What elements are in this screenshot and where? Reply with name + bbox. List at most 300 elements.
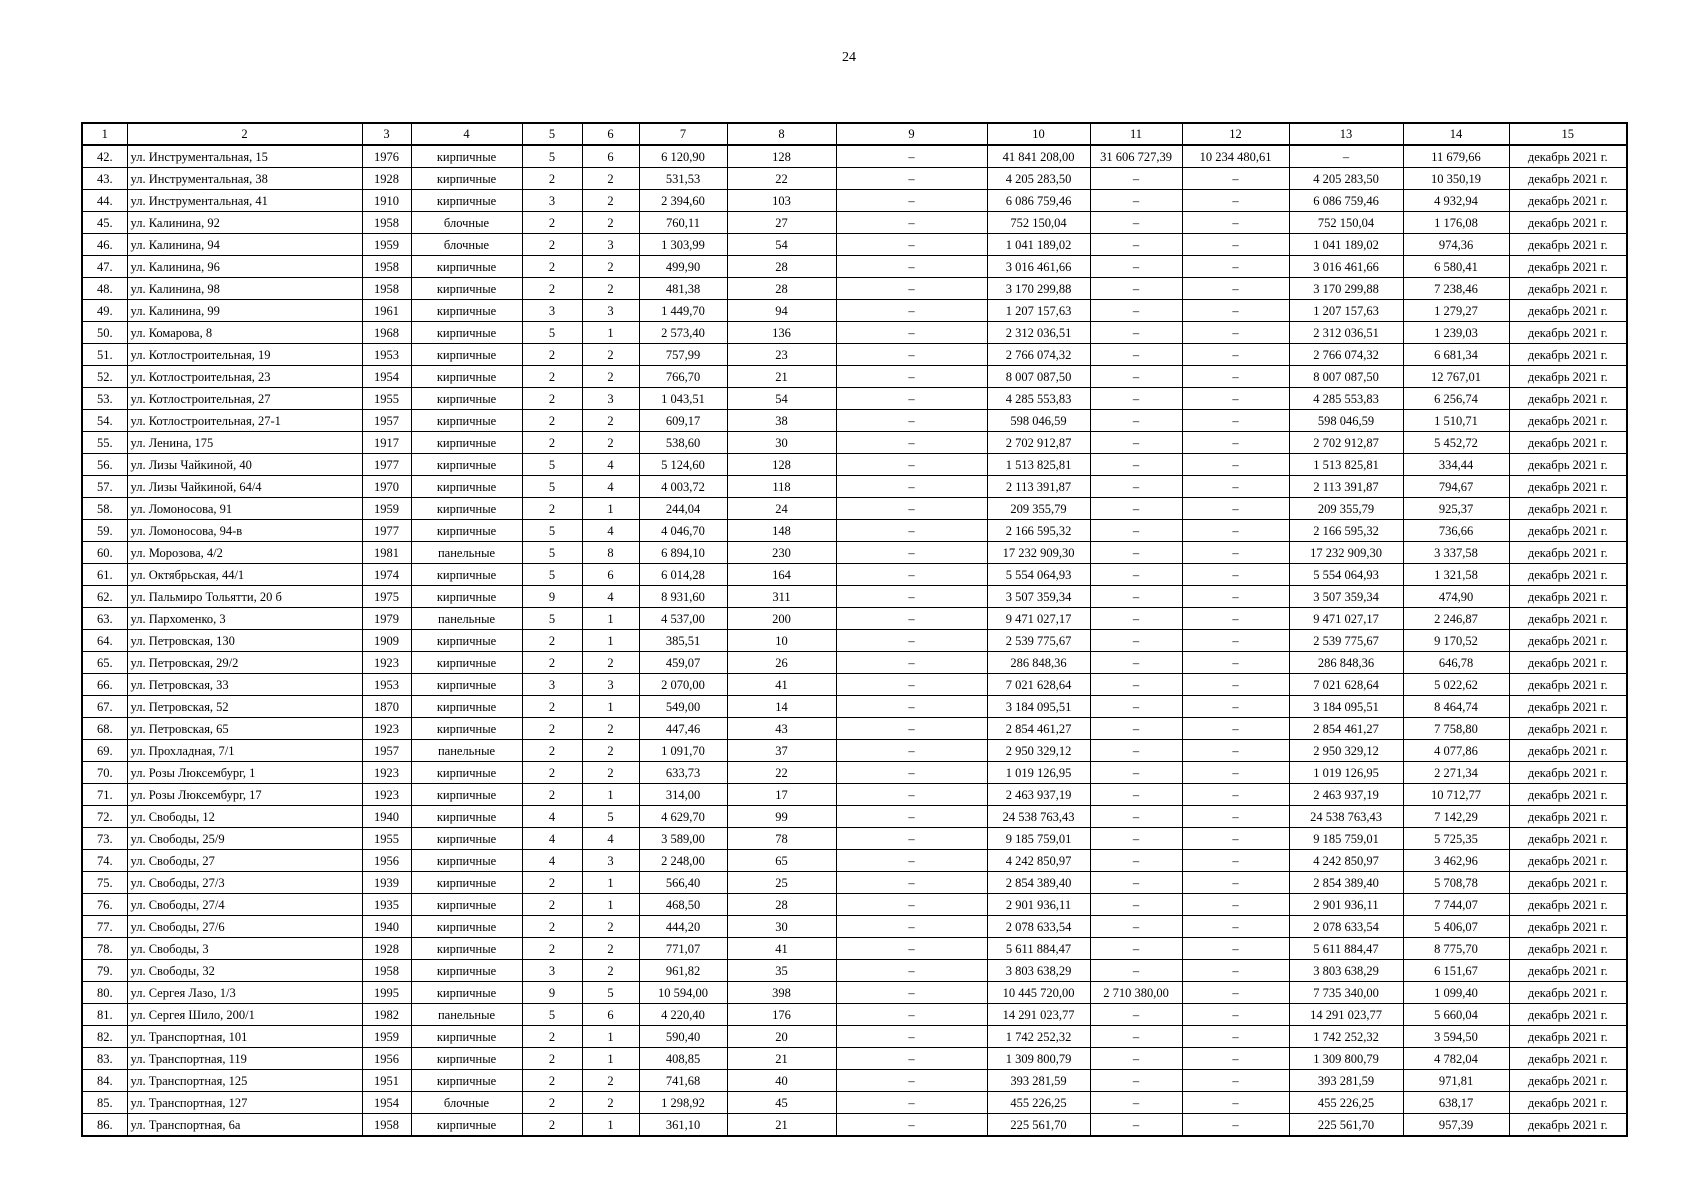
cell-col-area: 6 120,90 xyxy=(639,145,727,168)
cell-col-col12: – xyxy=(1182,212,1289,234)
cell-col-floors: 2 xyxy=(522,498,582,520)
cell-col-residents: 128 xyxy=(727,145,836,168)
cell-col-year: 1961 xyxy=(362,300,411,322)
cell-col-entrances: 2 xyxy=(582,652,639,674)
cell-col-total-cost: 5 611 884,47 xyxy=(987,938,1090,960)
cell-col-wall-material: кирпичные xyxy=(411,1048,522,1070)
cell-col-col12: – xyxy=(1182,674,1289,696)
cell-col-col12: – xyxy=(1182,916,1289,938)
cell-col-col11: – xyxy=(1090,498,1182,520)
cell-col-specific-cost: 925,37 xyxy=(1403,498,1509,520)
cell-col-year: 1977 xyxy=(362,454,411,476)
cell-col-entrances: 3 xyxy=(582,234,639,256)
cell-col-col9: – xyxy=(836,388,987,410)
cell-col-residents: 176 xyxy=(727,1004,836,1026)
cell-col-floors: 2 xyxy=(522,894,582,916)
cell-col-residents: 148 xyxy=(727,520,836,542)
cell-col-total-cost: 1 019 126,95 xyxy=(987,762,1090,784)
cell-col-number: 49. xyxy=(82,300,127,322)
cell-col-col13: 2 166 595,32 xyxy=(1289,520,1403,542)
cell-col-wall-material: кирпичные xyxy=(411,278,522,300)
cell-col-total-cost: 209 355,79 xyxy=(987,498,1090,520)
cell-col-total-cost: 4 205 283,50 xyxy=(987,168,1090,190)
cell-col-col12: – xyxy=(1182,234,1289,256)
cell-col-deadline: декабрь 2021 г. xyxy=(1509,1114,1627,1137)
cell-col-floors: 2 xyxy=(522,212,582,234)
cell-col-area: 1 298,92 xyxy=(639,1092,727,1114)
cell-col-specific-cost: 4 077,86 xyxy=(1403,740,1509,762)
cell-col-year: 1954 xyxy=(362,366,411,388)
cell-col-col12: – xyxy=(1182,498,1289,520)
cell-col-col11: – xyxy=(1090,388,1182,410)
cell-col-number: 59. xyxy=(82,520,127,542)
cell-col-entrances: 2 xyxy=(582,168,639,190)
cell-col-col12: – xyxy=(1182,608,1289,630)
cell-col-col13: 3 184 095,51 xyxy=(1289,696,1403,718)
cell-col-col12: – xyxy=(1182,520,1289,542)
cell-col-address: ул. Пальмиро Тольятти, 20 б xyxy=(127,586,362,608)
cell-col-address: ул. Инструментальная, 15 xyxy=(127,145,362,168)
cell-col-total-cost: 10 445 720,00 xyxy=(987,982,1090,1004)
cell-col-col11: – xyxy=(1090,696,1182,718)
cell-col-col12: – xyxy=(1182,586,1289,608)
cell-col-col11: – xyxy=(1090,608,1182,630)
cell-col-address: ул. Ломоносова, 94-в xyxy=(127,520,362,542)
cell-col-deadline: декабрь 2021 г. xyxy=(1509,982,1627,1004)
header-col-specific-cost: 14 xyxy=(1403,123,1509,145)
cell-col-col9: – xyxy=(836,498,987,520)
cell-col-address: ул. Свободы, 3 xyxy=(127,938,362,960)
cell-col-number: 52. xyxy=(82,366,127,388)
cell-col-col13: 4 285 553,83 xyxy=(1289,388,1403,410)
cell-col-area: 2 394,60 xyxy=(639,190,727,212)
cell-col-residents: 24 xyxy=(727,498,836,520)
cell-col-area: 314,00 xyxy=(639,784,727,806)
cell-col-col13: 6 086 759,46 xyxy=(1289,190,1403,212)
cell-col-number: 69. xyxy=(82,740,127,762)
cell-col-address: ул. Розы Люксембург, 1 xyxy=(127,762,362,784)
cell-col-floors: 2 xyxy=(522,1092,582,1114)
cell-col-total-cost: 2 901 936,11 xyxy=(987,894,1090,916)
cell-col-year: 1958 xyxy=(362,256,411,278)
cell-col-wall-material: кирпичные xyxy=(411,454,522,476)
cell-col-entrances: 1 xyxy=(582,322,639,344)
cell-col-specific-cost: 2 271,34 xyxy=(1403,762,1509,784)
cell-col-col13: 1 742 252,32 xyxy=(1289,1026,1403,1048)
cell-col-col9: – xyxy=(836,1092,987,1114)
cell-col-number: 58. xyxy=(82,498,127,520)
cell-col-col12: – xyxy=(1182,762,1289,784)
cell-col-col11: – xyxy=(1090,476,1182,498)
cell-col-year: 1955 xyxy=(362,388,411,410)
cell-col-col12: – xyxy=(1182,718,1289,740)
cell-col-specific-cost: 2 246,87 xyxy=(1403,608,1509,630)
cell-col-entrances: 2 xyxy=(582,1070,639,1092)
cell-col-entrances: 3 xyxy=(582,850,639,872)
cell-col-floors: 2 xyxy=(522,872,582,894)
cell-col-number: 77. xyxy=(82,916,127,938)
cell-col-wall-material: кирпичные xyxy=(411,960,522,982)
cell-col-col9: – xyxy=(836,1048,987,1070)
cell-col-area: 385,51 xyxy=(639,630,727,652)
cell-col-wall-material: кирпичные xyxy=(411,828,522,850)
cell-col-floors: 2 xyxy=(522,938,582,960)
cell-col-specific-cost: 10 712,77 xyxy=(1403,784,1509,806)
cell-col-area: 961,82 xyxy=(639,960,727,982)
cell-col-total-cost: 4 242 850,97 xyxy=(987,850,1090,872)
cell-col-year: 1959 xyxy=(362,1026,411,1048)
cell-col-year: 1979 xyxy=(362,608,411,630)
header-col-col13: 13 xyxy=(1289,123,1403,145)
cell-col-specific-cost: 3 337,58 xyxy=(1403,542,1509,564)
cell-col-floors: 2 xyxy=(522,432,582,454)
cell-col-col13: 1 513 825,81 xyxy=(1289,454,1403,476)
cell-col-col13: 2 113 391,87 xyxy=(1289,476,1403,498)
cell-col-residents: 21 xyxy=(727,1114,836,1137)
cell-col-col9: – xyxy=(836,982,987,1004)
cell-col-residents: 28 xyxy=(727,278,836,300)
cell-col-deadline: декабрь 2021 г. xyxy=(1509,212,1627,234)
cell-col-floors: 5 xyxy=(522,520,582,542)
cell-col-residents: 21 xyxy=(727,1048,836,1070)
cell-col-area: 766,70 xyxy=(639,366,727,388)
cell-col-area: 4 537,00 xyxy=(639,608,727,630)
table-row xyxy=(82,234,1627,256)
cell-col-number: 43. xyxy=(82,168,127,190)
cell-col-col9: – xyxy=(836,828,987,850)
cell-col-col11: – xyxy=(1090,1070,1182,1092)
cell-col-specific-cost: 6 256,74 xyxy=(1403,388,1509,410)
cell-col-specific-cost: 3 462,96 xyxy=(1403,850,1509,872)
header-col-col12: 12 xyxy=(1182,123,1289,145)
cell-col-col13: 5 554 064,93 xyxy=(1289,564,1403,586)
table-row xyxy=(82,190,1627,212)
cell-col-entrances: 2 xyxy=(582,740,639,762)
cell-col-col9: – xyxy=(836,322,987,344)
table-row xyxy=(82,542,1627,564)
cell-col-number: 73. xyxy=(82,828,127,850)
cell-col-entrances: 4 xyxy=(582,586,639,608)
cell-col-area: 1 449,70 xyxy=(639,300,727,322)
cell-col-deadline: декабрь 2021 г. xyxy=(1509,674,1627,696)
cell-col-col12: – xyxy=(1182,630,1289,652)
cell-col-col11: – xyxy=(1090,432,1182,454)
cell-col-col13: 14 291 023,77 xyxy=(1289,1004,1403,1026)
cell-col-col11: 2 710 380,00 xyxy=(1090,982,1182,1004)
cell-col-col13: 4 205 283,50 xyxy=(1289,168,1403,190)
cell-col-year: 1928 xyxy=(362,938,411,960)
cell-col-residents: 22 xyxy=(727,762,836,784)
cell-col-year: 1955 xyxy=(362,828,411,850)
table-row xyxy=(82,850,1627,872)
cell-col-area: 633,73 xyxy=(639,762,727,784)
cell-col-col13: 24 538 763,43 xyxy=(1289,806,1403,828)
table-row xyxy=(82,168,1627,190)
table-row xyxy=(82,1070,1627,1092)
header-col-col11: 11 xyxy=(1090,123,1182,145)
cell-col-col12: – xyxy=(1182,168,1289,190)
cell-col-entrances: 2 xyxy=(582,410,639,432)
cell-col-area: 2 248,00 xyxy=(639,850,727,872)
cell-col-floors: 4 xyxy=(522,806,582,828)
cell-col-area: 757,99 xyxy=(639,344,727,366)
cell-col-wall-material: кирпичные xyxy=(411,432,522,454)
cell-col-col13: 7 021 628,64 xyxy=(1289,674,1403,696)
cell-col-specific-cost: 3 594,50 xyxy=(1403,1026,1509,1048)
table-row xyxy=(82,410,1627,432)
cell-col-address: ул. Прохладная, 7/1 xyxy=(127,740,362,762)
cell-col-deadline: декабрь 2021 г. xyxy=(1509,388,1627,410)
cell-col-residents: 99 xyxy=(727,806,836,828)
cell-col-wall-material: кирпичные xyxy=(411,168,522,190)
cell-col-col9: – xyxy=(836,674,987,696)
cell-col-floors: 9 xyxy=(522,586,582,608)
cell-col-deadline: декабрь 2021 г. xyxy=(1509,696,1627,718)
table-row xyxy=(82,1026,1627,1048)
cell-col-year: 1958 xyxy=(362,212,411,234)
header-col-address: 2 xyxy=(127,123,362,145)
cell-col-col9: – xyxy=(836,410,987,432)
cell-col-entrances: 2 xyxy=(582,1092,639,1114)
cell-col-specific-cost: 474,90 xyxy=(1403,586,1509,608)
cell-col-wall-material: кирпичные xyxy=(411,938,522,960)
cell-col-year: 1935 xyxy=(362,894,411,916)
cell-col-col12: – xyxy=(1182,454,1289,476)
cell-col-wall-material: кирпичные xyxy=(411,300,522,322)
cell-col-address: ул. Петровская, 65 xyxy=(127,718,362,740)
cell-col-deadline: декабрь 2021 г. xyxy=(1509,652,1627,674)
cell-col-address: ул. Транспортная, 101 xyxy=(127,1026,362,1048)
cell-col-col13: 209 355,79 xyxy=(1289,498,1403,520)
cell-col-year: 1923 xyxy=(362,718,411,740)
table-row xyxy=(82,784,1627,806)
table-row xyxy=(82,564,1627,586)
cell-col-entrances: 6 xyxy=(582,1004,639,1026)
cell-col-area: 10 594,00 xyxy=(639,982,727,1004)
table-row xyxy=(82,1114,1627,1137)
cell-col-col12: – xyxy=(1182,828,1289,850)
cell-col-number: 71. xyxy=(82,784,127,806)
cell-col-deadline: декабрь 2021 г. xyxy=(1509,476,1627,498)
table-row xyxy=(82,520,1627,542)
cell-col-year: 1958 xyxy=(362,1114,411,1137)
cell-col-total-cost: 1 041 189,02 xyxy=(987,234,1090,256)
cell-col-number: 83. xyxy=(82,1048,127,1070)
cell-col-col12: – xyxy=(1182,300,1289,322)
cell-col-address: ул. Ленина, 175 xyxy=(127,432,362,454)
cell-col-total-cost: 17 232 909,30 xyxy=(987,542,1090,564)
cell-col-year: 1976 xyxy=(362,145,411,168)
cell-col-col12: – xyxy=(1182,1004,1289,1026)
cell-col-floors: 2 xyxy=(522,344,582,366)
cell-col-col9: – xyxy=(836,894,987,916)
cell-col-specific-cost: 646,78 xyxy=(1403,652,1509,674)
cell-col-floors: 5 xyxy=(522,608,582,630)
cell-col-entrances: 2 xyxy=(582,256,639,278)
cell-col-deadline: декабрь 2021 г. xyxy=(1509,718,1627,740)
cell-col-number: 65. xyxy=(82,652,127,674)
cell-col-year: 1910 xyxy=(362,190,411,212)
cell-col-address: ул. Транспортная, 119 xyxy=(127,1048,362,1070)
cell-col-address: ул. Свободы, 27 xyxy=(127,850,362,872)
cell-col-residents: 94 xyxy=(727,300,836,322)
cell-col-col12: – xyxy=(1182,190,1289,212)
cell-col-residents: 311 xyxy=(727,586,836,608)
cell-col-specific-cost: 4 782,04 xyxy=(1403,1048,1509,1070)
table-row xyxy=(82,212,1627,234)
cell-col-entrances: 3 xyxy=(582,300,639,322)
cell-col-specific-cost: 5 725,35 xyxy=(1403,828,1509,850)
cell-col-address: ул. Лизы Чайкиной, 40 xyxy=(127,454,362,476)
cell-col-year: 1917 xyxy=(362,432,411,454)
cell-col-col13: 393 281,59 xyxy=(1289,1070,1403,1092)
cell-col-entrances: 2 xyxy=(582,278,639,300)
cell-col-col13: 5 611 884,47 xyxy=(1289,938,1403,960)
cell-col-residents: 25 xyxy=(727,872,836,894)
cell-col-col9: – xyxy=(836,190,987,212)
cell-col-col9: – xyxy=(836,432,987,454)
cell-col-area: 4 220,40 xyxy=(639,1004,727,1026)
cell-col-entrances: 1 xyxy=(582,784,639,806)
table-row xyxy=(82,145,1627,168)
cell-col-area: 481,38 xyxy=(639,278,727,300)
cell-col-floors: 2 xyxy=(522,256,582,278)
cell-col-col11: – xyxy=(1090,520,1182,542)
cell-col-col12: – xyxy=(1182,938,1289,960)
cell-col-entrances: 6 xyxy=(582,145,639,168)
cell-col-total-cost: 286 848,36 xyxy=(987,652,1090,674)
cell-col-col11: 31 606 727,39 xyxy=(1090,145,1182,168)
cell-col-total-cost: 3 803 638,29 xyxy=(987,960,1090,982)
cell-col-residents: 103 xyxy=(727,190,836,212)
table-row xyxy=(82,608,1627,630)
cell-col-year: 1923 xyxy=(362,652,411,674)
cell-col-floors: 2 xyxy=(522,1114,582,1137)
cell-col-total-cost: 2 463 937,19 xyxy=(987,784,1090,806)
cell-col-year: 1928 xyxy=(362,168,411,190)
cell-col-residents: 26 xyxy=(727,652,836,674)
cell-col-address: ул. Свободы, 32 xyxy=(127,960,362,982)
table-row xyxy=(82,630,1627,652)
cell-col-floors: 2 xyxy=(522,696,582,718)
cell-col-wall-material: кирпичные xyxy=(411,256,522,278)
cell-col-col13: 752 150,04 xyxy=(1289,212,1403,234)
cell-col-total-cost: 4 285 553,83 xyxy=(987,388,1090,410)
cell-col-floors: 2 xyxy=(522,762,582,784)
cell-col-wall-material: кирпичные xyxy=(411,850,522,872)
cell-col-floors: 5 xyxy=(522,542,582,564)
cell-col-residents: 65 xyxy=(727,850,836,872)
cell-col-area: 447,46 xyxy=(639,718,727,740)
cell-col-wall-material: кирпичные xyxy=(411,872,522,894)
cell-col-number: 68. xyxy=(82,718,127,740)
cell-col-col11: – xyxy=(1090,872,1182,894)
cell-col-specific-cost: 9 170,52 xyxy=(1403,630,1509,652)
cell-col-col9: – xyxy=(836,696,987,718)
cell-col-total-cost: 752 150,04 xyxy=(987,212,1090,234)
cell-col-wall-material: кирпичные xyxy=(411,1070,522,1092)
cell-col-col9: – xyxy=(836,1114,987,1137)
cell-col-specific-cost: 1 279,27 xyxy=(1403,300,1509,322)
cell-col-year: 1974 xyxy=(362,564,411,586)
cell-col-col13: 2 950 329,12 xyxy=(1289,740,1403,762)
cell-col-total-cost: 7 021 628,64 xyxy=(987,674,1090,696)
header-col-col9: 9 xyxy=(836,123,987,145)
cell-col-col12: – xyxy=(1182,542,1289,564)
cell-col-address: ул. Инструментальная, 38 xyxy=(127,168,362,190)
cell-col-deadline: декабрь 2021 г. xyxy=(1509,322,1627,344)
cell-col-number: 61. xyxy=(82,564,127,586)
cell-col-total-cost: 41 841 208,00 xyxy=(987,145,1090,168)
cell-col-col9: – xyxy=(836,145,987,168)
cell-col-number: 51. xyxy=(82,344,127,366)
cell-col-number: 86. xyxy=(82,1114,127,1137)
cell-col-col13: 2 854 461,27 xyxy=(1289,718,1403,740)
cell-col-number: 78. xyxy=(82,938,127,960)
cell-col-specific-cost: 8 464,74 xyxy=(1403,696,1509,718)
cell-col-area: 741,68 xyxy=(639,1070,727,1092)
cell-col-col13: 2 312 036,51 xyxy=(1289,322,1403,344)
cell-col-wall-material: кирпичные xyxy=(411,718,522,740)
cell-col-address: ул. Калинина, 92 xyxy=(127,212,362,234)
cell-col-area: 444,20 xyxy=(639,916,727,938)
cell-col-col9: – xyxy=(836,652,987,674)
cell-col-entrances: 1 xyxy=(582,1048,639,1070)
cell-col-col12: – xyxy=(1182,806,1289,828)
cell-col-area: 590,40 xyxy=(639,1026,727,1048)
cell-col-floors: 4 xyxy=(522,828,582,850)
cell-col-col13: 17 232 909,30 xyxy=(1289,542,1403,564)
cell-col-residents: 118 xyxy=(727,476,836,498)
cell-col-residents: 45 xyxy=(727,1092,836,1114)
cell-col-residents: 14 xyxy=(727,696,836,718)
cell-col-total-cost: 1 513 825,81 xyxy=(987,454,1090,476)
header-col-number: 1 xyxy=(82,123,127,145)
cell-col-col9: – xyxy=(836,740,987,762)
cell-col-address: ул. Ломоносова, 91 xyxy=(127,498,362,520)
cell-col-year: 1923 xyxy=(362,762,411,784)
cell-col-col11: – xyxy=(1090,674,1182,696)
table-row xyxy=(82,762,1627,784)
cell-col-year: 1959 xyxy=(362,234,411,256)
cell-col-col13: 1 309 800,79 xyxy=(1289,1048,1403,1070)
cell-col-col11: – xyxy=(1090,630,1182,652)
cell-col-col12: – xyxy=(1182,1114,1289,1137)
table-row xyxy=(82,982,1627,1004)
cell-col-col12: – xyxy=(1182,366,1289,388)
cell-col-specific-cost: 6 151,67 xyxy=(1403,960,1509,982)
cell-col-area: 1 091,70 xyxy=(639,740,727,762)
cell-col-area: 538,60 xyxy=(639,432,727,454)
cell-col-col9: – xyxy=(836,916,987,938)
cell-col-deadline: декабрь 2021 г. xyxy=(1509,1070,1627,1092)
cell-col-residents: 10 xyxy=(727,630,836,652)
cell-col-total-cost: 2 078 633,54 xyxy=(987,916,1090,938)
cell-col-residents: 200 xyxy=(727,608,836,630)
cell-col-col12: – xyxy=(1182,564,1289,586)
cell-col-col11: – xyxy=(1090,256,1182,278)
cell-col-year: 1923 xyxy=(362,784,411,806)
cell-col-address: ул. Петровская, 52 xyxy=(127,696,362,718)
cell-col-col12: – xyxy=(1182,476,1289,498)
cell-col-col13: 1 041 189,02 xyxy=(1289,234,1403,256)
cell-col-col12: – xyxy=(1182,740,1289,762)
cell-col-number: 50. xyxy=(82,322,127,344)
cell-col-col11: – xyxy=(1090,542,1182,564)
cell-col-floors: 5 xyxy=(522,322,582,344)
cell-col-total-cost: 14 291 023,77 xyxy=(987,1004,1090,1026)
cell-col-wall-material: блочные xyxy=(411,212,522,234)
